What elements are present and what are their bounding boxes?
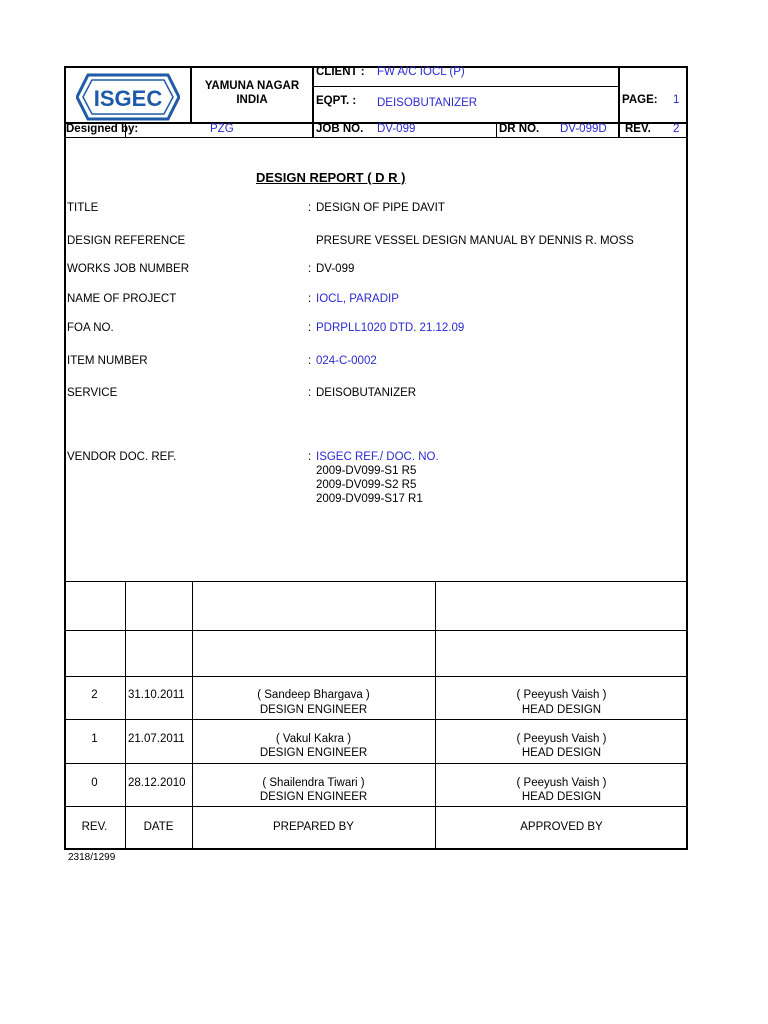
eqpt-value: DEISOBUTANIZER: [377, 97, 478, 109]
field-label-name-of-project: NAME OF PROJECT: [67, 293, 177, 305]
field-value-works-job-number: DV-099: [316, 263, 355, 275]
field-value-name-of-project: IOCL, PARADIP: [316, 293, 399, 305]
vendor-doc-item: 2009-DV099-S2 R5: [316, 479, 417, 491]
field-label-item-number: ITEM NUMBER: [67, 355, 148, 367]
field-colon-title: :: [308, 202, 312, 214]
page-label: PAGE:: [622, 94, 658, 106]
vendor-doc-item: 2009-DV099-S1 R5: [316, 465, 417, 477]
rev-cell-approved-name: ( Peeyush Vaish ): [516, 689, 607, 701]
field-value-item-number: 024-C-0002: [316, 355, 377, 367]
rev-header-date: DATE: [143, 821, 174, 833]
rev-cell-approved-role: HEAD DESIGN: [521, 704, 602, 716]
field-colon-vendor-doc-ref: :: [308, 451, 312, 463]
company-line-2: INDIA: [236, 94, 268, 106]
field-label-foa-no: FOA NO.: [67, 322, 114, 334]
client-label: CLIENT :: [316, 66, 365, 78]
rev-cell-rev: 1: [91, 733, 98, 745]
rev-header-rev: REV.: [81, 821, 108, 833]
isgec-logo: [76, 73, 180, 121]
field-label-service: SERVICE: [67, 387, 118, 399]
vendor-doc-item: 2009-DV099-S17 R1: [316, 493, 423, 505]
field-value-title: DESIGN OF PIPE DAVIT: [316, 202, 445, 214]
field-value-design-reference: PRESURE VESSEL DESIGN MANUAL BY DENNIS R. MOSS: [316, 235, 634, 247]
company-line-1: YAMUNA NAGAR: [204, 80, 300, 92]
rev-value: 2: [673, 123, 680, 135]
field-label-design-reference: DESIGN REFERENCE: [67, 235, 186, 247]
rev-col-line: [125, 581, 126, 849]
rev-cell-approved-name: ( Peeyush Vaish ): [516, 777, 607, 789]
field-label-vendor-doc-ref: VENDOR DOC. REF.: [67, 451, 177, 463]
eqpt-label: EQPT. :: [316, 95, 357, 107]
report-title: DESIGN REPORT ( D R ): [256, 170, 406, 185]
field-value-service: DEISOBUTANIZER: [316, 387, 417, 399]
rev-cell-date: 28.12.2010: [128, 777, 186, 789]
rev-table-row-line: [64, 763, 688, 764]
rev-cell-rev: 0: [91, 777, 98, 789]
designed-by-value: PZG: [210, 123, 234, 135]
rev-table-top: [64, 581, 688, 582]
rev-label: REV.: [625, 123, 651, 135]
page-value: 1: [673, 94, 680, 106]
client-row-line: [313, 86, 618, 87]
rev-cell-approved-name: ( Peeyush Vaish ): [516, 733, 607, 745]
footer-code: 2318/1299: [68, 852, 116, 863]
rev-cell-rev: 2: [91, 689, 98, 701]
rev-cell-date: 31.10.2011: [128, 689, 185, 701]
rev-cell-prepared-role: DESIGN ENGINEER: [259, 791, 368, 803]
rev-table-row-line: [64, 806, 688, 807]
field-colon-foa-no: :: [308, 322, 312, 334]
header-bottom-line: [64, 137, 688, 138]
field-value-vendor-doc-ref: ISGEC REF./ DOC. NO.: [316, 451, 439, 463]
client-value: FW A/C IOCL (P): [377, 66, 465, 78]
rev-cell-date: 21.07.2011: [128, 733, 185, 745]
rev-table-row-line: [64, 719, 688, 720]
field-label-title: TITLE: [67, 202, 99, 214]
job-no-label: JOB NO.: [316, 123, 364, 135]
dr-no-label: DR NO.: [499, 123, 540, 135]
logo-text: ISGEC: [93, 86, 163, 111]
dr-no-value: DV-099D: [560, 123, 607, 135]
rev-cell-prepared-role: DESIGN ENGINEER: [259, 747, 368, 759]
field-value-foa-no: PDRPLL1020 DTD. 21.12.09: [316, 322, 465, 334]
field-colon-works-job-number: :: [308, 263, 312, 275]
company-divider: [312, 66, 314, 137]
rev-header-approved: APPROVED BY: [520, 821, 603, 833]
field-colon-service: :: [308, 387, 312, 399]
rev-header-prepared: PREPARED BY: [273, 821, 354, 833]
page-divider: [618, 66, 620, 137]
field-colon-item-number: :: [308, 355, 312, 367]
rev-cell-prepared-name: ( Shailendra Tiwari ): [262, 777, 365, 789]
field-colon-name-of-project: :: [308, 293, 312, 305]
job-no-value: DV-099: [377, 123, 416, 135]
dr-no-divider: [496, 122, 497, 137]
rev-cell-prepared-name: ( Vakul Kakra ): [275, 733, 352, 745]
rev-cell-prepared-name: ( Sandeep Bhargava ): [257, 689, 370, 701]
rev-table-row-line: [64, 676, 688, 677]
rev-cell-approved-role: HEAD DESIGN: [521, 747, 602, 759]
rev-cell-prepared-role: DESIGN ENGINEER: [259, 704, 368, 716]
rev-table-row-line: [64, 630, 688, 631]
designed-by-label: Designed by:: [66, 123, 139, 135]
rev-cell-approved-role: HEAD DESIGN: [521, 791, 602, 803]
field-label-works-job-number: WORKS JOB NUMBER: [67, 263, 190, 275]
